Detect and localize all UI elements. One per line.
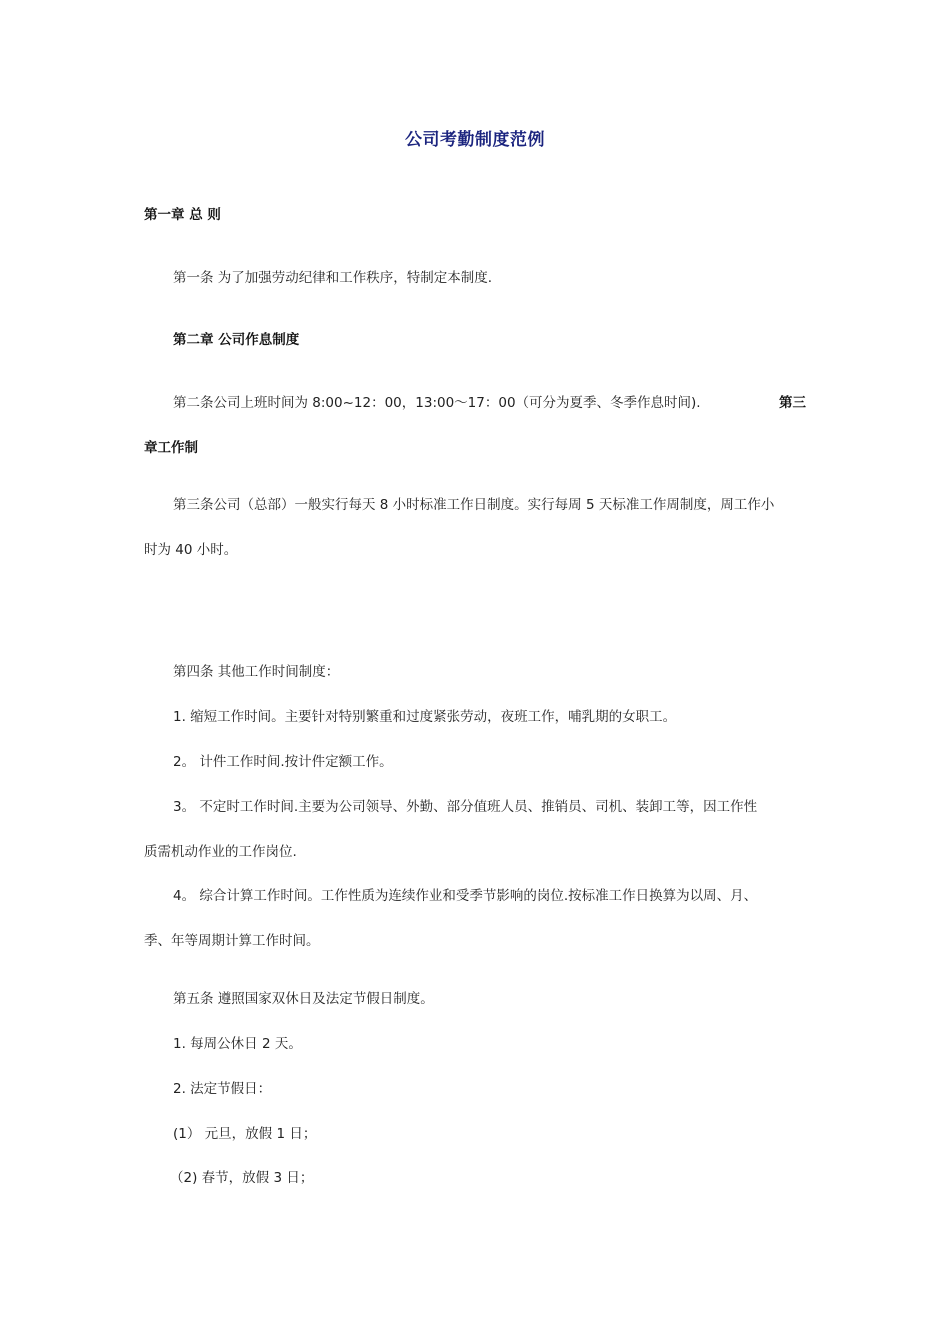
article4-item1: 1. 缩短工作时间。主要针对特别繁重和过度紧张劳动，夜班工作，哺乳期的女职工。 xyxy=(173,709,677,725)
chapter3-heading-part1: 第三 xyxy=(779,395,806,411)
document-title: 公司考勤制度范例 xyxy=(405,130,545,150)
article3-text-line1: 第三条公司（总部）一般实行每天 8 小时标准工作日制度。实行每周 5 天标准工作周制度，周工作小 xyxy=(173,497,775,513)
holiday-item-1: (1） 元旦，放假 1 日； xyxy=(173,1126,317,1142)
chapter3-heading-part2: 章工作制 xyxy=(144,440,198,456)
chapter1-heading: 第一章 总 则 xyxy=(144,207,221,223)
chapter2-heading: 第二章 公司作息制度 xyxy=(173,332,300,348)
article3-text-line2: 时为 40 小时。 xyxy=(144,542,238,558)
holiday-item-2: （2) 春节，放假 3 日； xyxy=(170,1170,314,1186)
article2-text: 第二条公司上班时间为 8:00~12：00，13:00～17：00（可分为夏季、冬季作息时间). xyxy=(173,395,701,411)
article4-heading: 第四条 其他工作时间制度： xyxy=(173,664,340,680)
article4-item3-line1: 3。 不定时工作时间.主要为公司领导、外勤、部分值班人员、推销员、司机、装卸工等，因工作性 xyxy=(173,799,758,815)
article4-item4-line1: 4。 综合计算工作时间。工作性质为连续作业和受季节影响的岗位.按标准工作日换算为以周、月、 xyxy=(173,888,758,904)
article5-item2: 2. 法定节假日： xyxy=(173,1081,272,1097)
article4-item3-line2: 质需机动作业的工作岗位. xyxy=(144,844,297,860)
article4-item4-line2: 季、年等周期计算工作时间。 xyxy=(144,933,320,949)
article1-text: 第一条 为了加强劳动纪律和工作秩序，特制定本制度. xyxy=(173,270,493,286)
article5-item1: 1. 每周公休日 2 天。 xyxy=(173,1036,302,1052)
article5-heading: 第五条 遵照国家双休日及法定节假日制度。 xyxy=(173,991,434,1007)
article4-item2: 2。 计件工作时间.按计件定额工作。 xyxy=(173,754,393,770)
